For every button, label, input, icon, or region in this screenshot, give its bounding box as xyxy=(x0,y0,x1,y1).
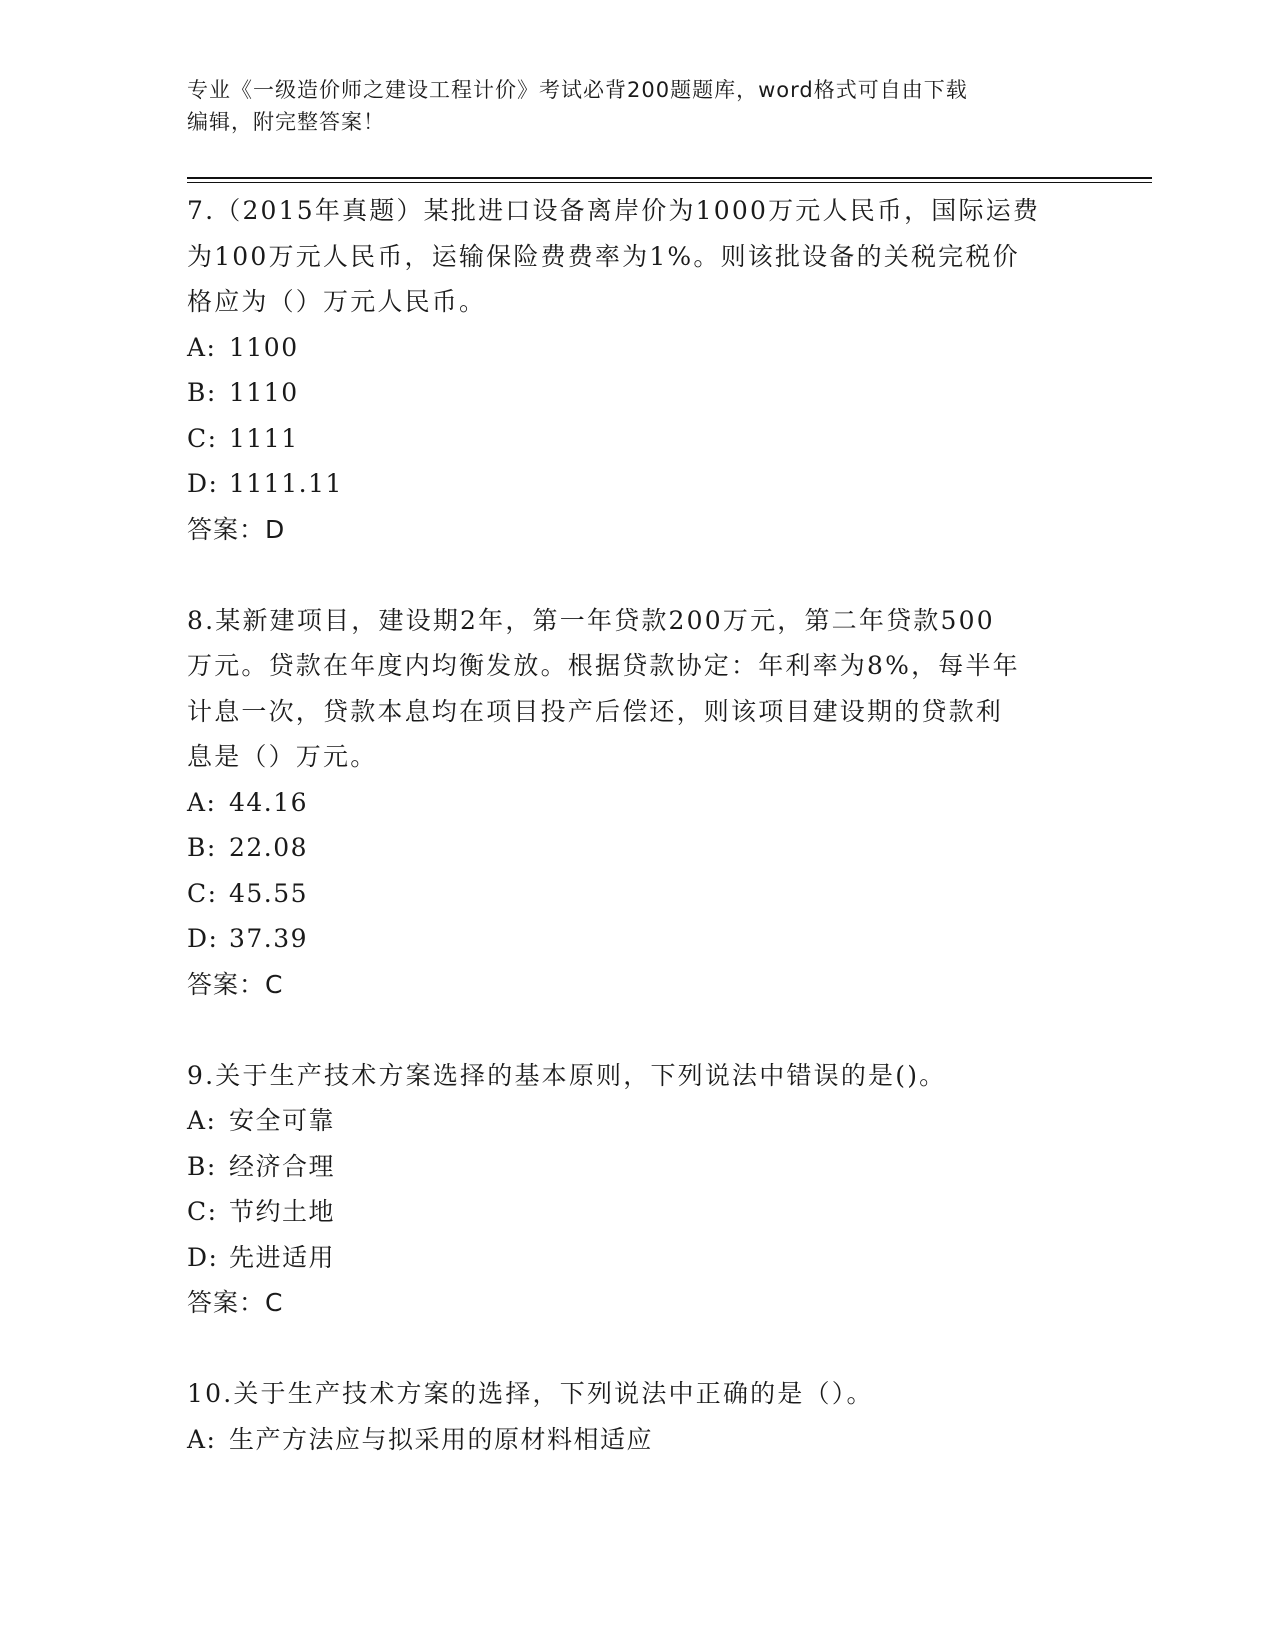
option-label: B: xyxy=(187,833,217,862)
option-label: A: xyxy=(187,332,217,362)
answer-line: 答案：C xyxy=(187,1288,284,1317)
option-text: 安全可靠 xyxy=(229,1106,336,1135)
question-text-line: 计息一次，贷款本息均在项目投产后偿还，则该项目建设期的贷款利 xyxy=(187,696,1004,726)
option-d xyxy=(187,461,1087,507)
answer-line: 答案：C xyxy=(187,969,284,999)
option-a xyxy=(187,1417,1087,1463)
question-text-line: 8.某新建项目，建设期2年，第一年贷款200万元，第二年贷款500 xyxy=(187,605,995,635)
question-text-line: 10.关于生产技术方案的选择，下列说法中正确的是（）。 xyxy=(187,1379,874,1408)
spacer xyxy=(187,552,1087,598)
option-b xyxy=(187,1144,1087,1190)
option-label: D: xyxy=(187,924,219,953)
option-label: C: xyxy=(187,1197,218,1226)
option-label: D: xyxy=(187,469,219,498)
option-a xyxy=(187,780,1087,826)
option-c xyxy=(187,416,1087,462)
option-label: A: xyxy=(187,1106,217,1135)
option-label: C: xyxy=(187,423,218,453)
option-c xyxy=(187,1189,1087,1235)
question-block xyxy=(187,1053,1087,1326)
option-b xyxy=(187,370,1087,416)
option-text: 22.08 xyxy=(229,833,309,862)
spacer xyxy=(187,1326,1087,1372)
option-text: 37.39 xyxy=(229,924,309,953)
answer-line: 答案：D xyxy=(187,514,286,544)
option-text: 45.55 xyxy=(229,878,309,908)
question-text-line: 为100万元人民币，运输保险费费率为1%。则该批设备的关税完税价 xyxy=(187,241,1020,271)
option-d xyxy=(187,916,1087,962)
option-text: 1100 xyxy=(229,332,299,362)
header-divider-thin xyxy=(187,182,1152,183)
option-text: 1111.11 xyxy=(229,469,343,498)
option-text: 生产方法应与拟采用的原材料相适应 xyxy=(229,1424,654,1454)
option-text: 1110 xyxy=(229,378,299,407)
header-line-1: 专业《一级造价师之建设工程计价》考试必背200题题库，word格式可自由下载 xyxy=(187,78,968,102)
question-text-line: 息是（）万元。 xyxy=(187,742,378,771)
option-text: 节约土地 xyxy=(229,1197,336,1226)
question-text-line: 7.（2015年真题）某批进口设备离岸价为1000万元人民币，国际运费 xyxy=(187,196,1041,225)
question-text-line: 格应为（）万元人民币。 xyxy=(187,287,487,316)
question-block xyxy=(187,598,1087,1008)
option-label: C: xyxy=(187,878,218,908)
option-a xyxy=(187,1098,1087,1144)
option-label: B: xyxy=(187,1151,217,1181)
question-block xyxy=(187,188,1087,552)
option-text: 先进适用 xyxy=(229,1242,336,1272)
option-label: B: xyxy=(187,378,217,407)
header-line-2: 编辑，附完整答案！ xyxy=(187,110,385,134)
option-label: A: xyxy=(187,787,217,817)
question-block xyxy=(187,1371,1087,1462)
option-label: A: xyxy=(187,1424,217,1454)
option-text: 1111 xyxy=(229,423,299,453)
question-text-line: 9.关于生产技术方案选择的基本原则，下列说法中错误的是()。 xyxy=(187,1060,947,1090)
spacer xyxy=(187,1007,1087,1053)
option-c xyxy=(187,871,1087,917)
option-text: 44.16 xyxy=(229,787,309,817)
option-b xyxy=(187,825,1087,871)
option-a xyxy=(187,325,1087,371)
document-header xyxy=(187,74,1087,138)
header-divider-thick xyxy=(187,177,1152,179)
question-list xyxy=(187,188,1087,1462)
question-text-line: 万元。贷款在年度内均衡发放。根据贷款协定：年利率为8%，每半年 xyxy=(187,651,1020,680)
option-d xyxy=(187,1235,1087,1281)
option-label: D: xyxy=(187,1242,219,1272)
option-text: 经济合理 xyxy=(229,1151,336,1181)
